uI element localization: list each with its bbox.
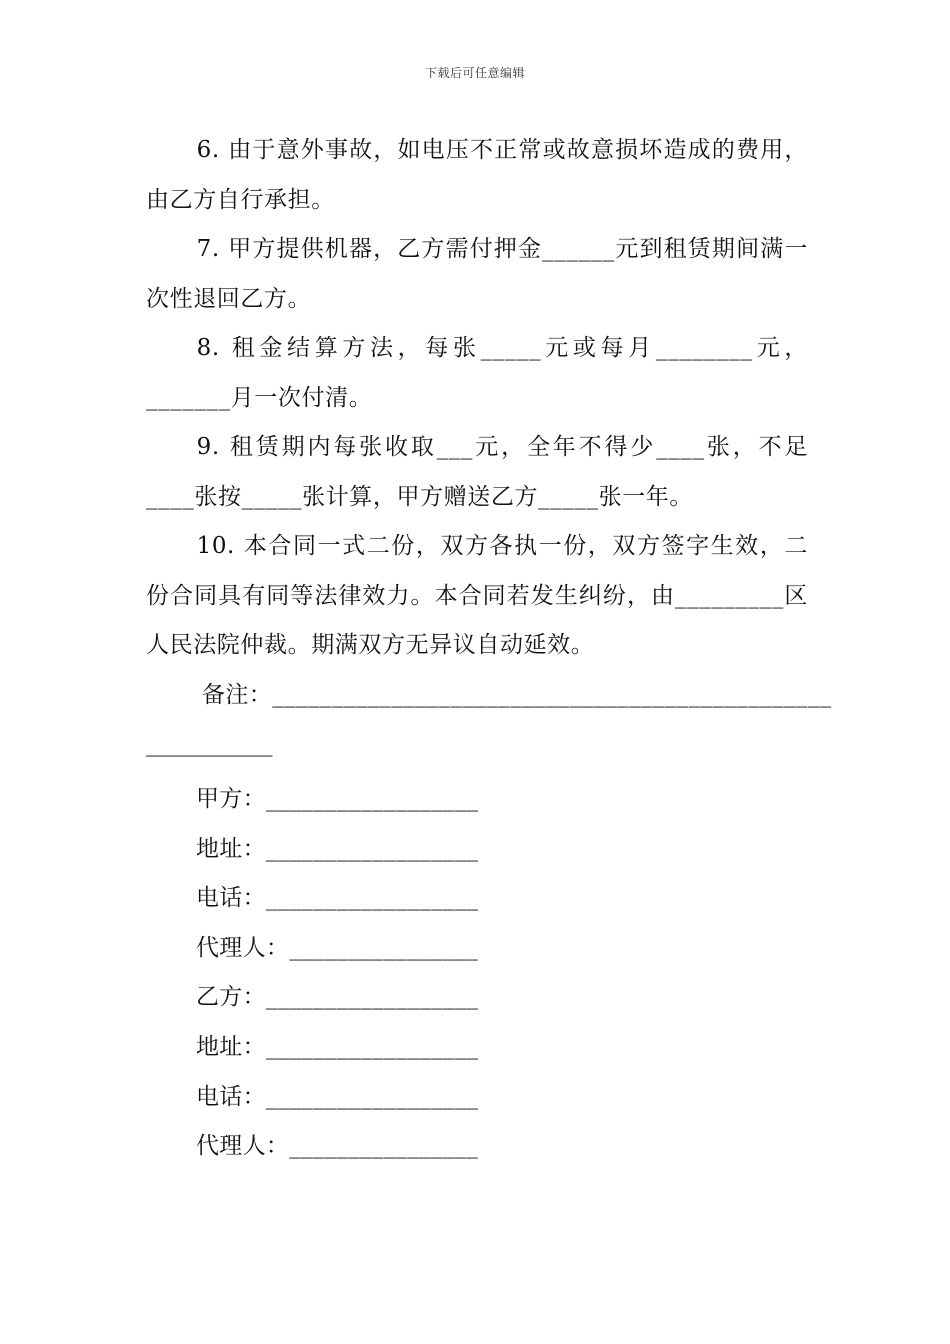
- party-b-name-label: 乙方：: [196, 984, 266, 1011]
- party-a-address-label: 地址：: [196, 835, 266, 862]
- clause-8: 8. 租金结算方法，每张_____元或每月________元，_______月一次付清。: [146, 335, 808, 411]
- party-b-agent-label: 代理人：: [196, 1133, 290, 1160]
- page-header: 下载后可任意编辑: [424, 66, 525, 80]
- party-a-agent-label: 代理人：: [196, 934, 290, 961]
- party-a-name-label: 甲方：: [196, 786, 266, 812]
- party-a-address-row: [196, 825, 478, 875]
- party-a-name-blank: __________________: [265, 786, 479, 812]
- clause-7: 7. 甲方提供机器，乙方需付押金______元到租赁期间满一次性退回乙方。: [146, 236, 808, 312]
- party-a-phone-label: 电话：: [196, 885, 266, 912]
- party-b-address-blank: __________________: [265, 1033, 479, 1060]
- party-a-phone-row: [196, 874, 478, 924]
- remark-blank: _______________________________________________: [272, 681, 832, 708]
- party-b-name-blank: __________________: [265, 984, 479, 1011]
- party-b-agent-blank: ________________: [289, 1133, 479, 1160]
- remark-label: 备注：: [202, 681, 273, 708]
- party-b-agent-row: [196, 1122, 478, 1172]
- party-a-agent-blank: ________________: [289, 934, 479, 961]
- party-a-phone-blank: __________________: [265, 885, 479, 912]
- clause-6: 6. 由于意外事故，如电压不正常或故意损坏造成的费用，由乙方自行承担。: [146, 137, 808, 213]
- party-b-phone-row: [196, 1073, 478, 1123]
- party-a-address-blank: __________________: [265, 835, 479, 862]
- party-b-address-row: [196, 1023, 478, 1073]
- party-b-address-label: 地址：: [196, 1033, 266, 1060]
- party-b-name-row: [196, 973, 478, 1023]
- signature-block: [196, 775, 478, 1172]
- remark-line: [146, 671, 832, 721]
- clause-9: 9. 租赁期内每张收取___元，全年不得少____张，不足____张按_____张计算，甲方赠送乙方_____张一年。: [146, 434, 808, 510]
- party-b-phone-blank: __________________: [265, 1083, 479, 1110]
- remark-blank-continued: ___________: [146, 731, 273, 757]
- party-a-name-row: [196, 775, 478, 825]
- clause-10: 10. 本合同一式二份，双方各执一份，双方签字生效，二份合同具有同等法律效力。本合同若发生纠纷，由_________区人民法院仲裁。期满双方无异议自动延效。: [146, 533, 808, 658]
- contract-body: [146, 126, 832, 770]
- party-b-phone-label: 电话：: [196, 1083, 266, 1110]
- party-a-agent-row: [196, 924, 478, 974]
